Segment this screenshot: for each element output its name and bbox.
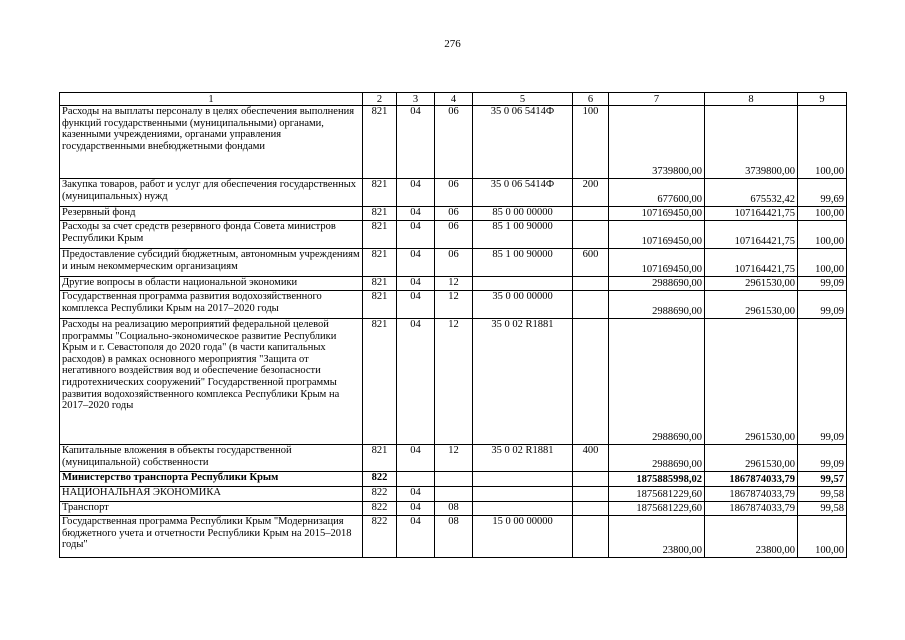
row-planned: 23800,00 — [609, 516, 705, 558]
header-cell: 1 — [60, 93, 363, 106]
row-code-section: 04 — [397, 179, 435, 207]
row-code-target: 85 1 00 90000 — [473, 221, 573, 249]
table-row — [60, 445, 847, 472]
row-percent: 99,57 — [798, 472, 847, 487]
row-planned: 1875681229,60 — [609, 502, 705, 516]
row-name: Капитальные вложения в объекты государственной (муниципальной) собственности — [60, 445, 363, 472]
row-code-target — [473, 277, 573, 291]
row-code-subsection: 06 — [435, 207, 473, 221]
table-row — [60, 277, 847, 291]
row-code-section: 04 — [397, 207, 435, 221]
row-code-type: 400 — [573, 445, 609, 472]
row-executed: 2961530,00 — [705, 445, 798, 472]
table-row — [60, 106, 847, 179]
row-percent: 100,00 — [798, 516, 847, 558]
row-planned: 2988690,00 — [609, 291, 705, 319]
row-name: Государственная программа развития водохозяйственного комплекса Республики Крым на 2017–2020 годы — [60, 291, 363, 319]
row-code-section: 04 — [397, 291, 435, 319]
row-planned: 107169450,00 — [609, 221, 705, 249]
row-code-type — [573, 487, 609, 502]
row-code-subsection: 06 — [435, 249, 473, 277]
row-code-section: 04 — [397, 249, 435, 277]
row-code-admin: 821 — [363, 291, 397, 319]
row-code-section: 04 — [397, 221, 435, 249]
row-code-section: 04 — [397, 502, 435, 516]
row-percent: 100,00 — [798, 249, 847, 277]
row-code-admin: 821 — [363, 319, 397, 445]
row-code-type — [573, 472, 609, 487]
row-name: Расходы на реализацию мероприятий федеральной целевой программы "Социально-экономическое развитие Республики Крым и г. Севастополя до 2020 года" (в части капитальных расходов) в рамках основного мероприятия "Защита от негативного воздействия вод и обеспечение безопасности гидротехнических сооружений" Государственной программы развития водохозяйственного комплекса Республики Крым на 2017–2020 годы — [60, 319, 363, 445]
row-percent: 100,00 — [798, 106, 847, 179]
table-row — [60, 249, 847, 277]
row-name: НАЦИОНАЛЬНАЯ ЭКОНОМИКА — [60, 487, 363, 502]
row-code-target — [473, 472, 573, 487]
row-code-type — [573, 502, 609, 516]
row-code-section — [397, 472, 435, 487]
row-code-subsection: 08 — [435, 502, 473, 516]
row-code-subsection: 06 — [435, 221, 473, 249]
row-name: Другие вопросы в области национальной экономики — [60, 277, 363, 291]
row-executed: 1867874033,79 — [705, 487, 798, 502]
row-name: Закупка товаров, работ и услуг для обеспечения государственных (муниципальных) нужд — [60, 179, 363, 207]
header-cell: 9 — [798, 93, 847, 106]
row-executed: 107164421,75 — [705, 249, 798, 277]
row-code-admin: 821 — [363, 179, 397, 207]
row-code-type — [573, 319, 609, 445]
row-name: Расходы за счет средств резервного фонда Совета министров Республики Крым — [60, 221, 363, 249]
table-row — [60, 472, 847, 487]
row-code-admin: 821 — [363, 207, 397, 221]
row-planned: 2988690,00 — [609, 319, 705, 445]
row-code-target: 85 0 00 00000 — [473, 207, 573, 221]
row-code-section: 04 — [397, 106, 435, 179]
row-code-type: 200 — [573, 179, 609, 207]
row-code-type — [573, 221, 609, 249]
row-code-section: 04 — [397, 516, 435, 558]
row-code-subsection: 06 — [435, 106, 473, 179]
row-code-section: 04 — [397, 487, 435, 502]
row-percent: 99,58 — [798, 502, 847, 516]
row-planned: 1875681229,60 — [609, 487, 705, 502]
row-code-admin: 821 — [363, 221, 397, 249]
table-row — [60, 502, 847, 516]
row-code-target — [473, 487, 573, 502]
header-cell: 3 — [397, 93, 435, 106]
table-row — [60, 207, 847, 221]
row-percent: 99,58 — [798, 487, 847, 502]
table-row — [60, 291, 847, 319]
row-code-type — [573, 207, 609, 221]
row-executed: 107164421,75 — [705, 207, 798, 221]
row-code-type: 600 — [573, 249, 609, 277]
row-code-admin: 822 — [363, 502, 397, 516]
header-cell: 7 — [609, 93, 705, 106]
row-code-section: 04 — [397, 277, 435, 291]
row-executed: 3739800,00 — [705, 106, 798, 179]
row-planned: 1875885998,02 — [609, 472, 705, 487]
row-code-target: 85 1 00 90000 — [473, 249, 573, 277]
row-executed: 2961530,00 — [705, 319, 798, 445]
row-code-admin: 821 — [363, 277, 397, 291]
row-percent: 100,00 — [798, 221, 847, 249]
row-code-subsection: 08 — [435, 516, 473, 558]
row-executed: 23800,00 — [705, 516, 798, 558]
row-executed: 2961530,00 — [705, 291, 798, 319]
row-code-type — [573, 291, 609, 319]
header-cell: 5 — [473, 93, 573, 106]
row-percent: 99,09 — [798, 277, 847, 291]
row-executed: 2961530,00 — [705, 277, 798, 291]
row-executed: 675532,42 — [705, 179, 798, 207]
row-executed: 1867874033,79 — [705, 502, 798, 516]
row-executed: 107164421,75 — [705, 221, 798, 249]
row-percent: 99,69 — [798, 179, 847, 207]
row-code-subsection: 12 — [435, 319, 473, 445]
table-row — [60, 221, 847, 249]
table-row — [60, 319, 847, 445]
header-cell: 2 — [363, 93, 397, 106]
row-planned: 2988690,00 — [609, 445, 705, 472]
row-percent: 99,09 — [798, 445, 847, 472]
row-code-admin: 821 — [363, 106, 397, 179]
row-code-target: 35 0 02 R1881 — [473, 319, 573, 445]
row-planned: 107169450,00 — [609, 249, 705, 277]
header-cell: 8 — [705, 93, 798, 106]
row-code-type — [573, 277, 609, 291]
row-code-type: 100 — [573, 106, 609, 179]
row-name: Транспорт — [60, 502, 363, 516]
budget-table — [59, 92, 847, 558]
row-code-type — [573, 516, 609, 558]
row-executed: 1867874033,79 — [705, 472, 798, 487]
row-name: Расходы на выплаты персоналу в целях обеспечения выполнения функций государственными (муниципальными) органами, казенными учреждениями, органами управления государственными внебюджетными фондами — [60, 106, 363, 179]
table-row — [60, 179, 847, 207]
row-code-admin: 822 — [363, 516, 397, 558]
row-code-admin: 822 — [363, 472, 397, 487]
row-code-subsection — [435, 487, 473, 502]
table-row — [60, 516, 847, 558]
row-name: Министерство транспорта Республики Крым — [60, 472, 363, 487]
row-code-subsection: 12 — [435, 445, 473, 472]
row-code-section: 04 — [397, 445, 435, 472]
row-planned: 2988690,00 — [609, 277, 705, 291]
row-code-admin: 821 — [363, 249, 397, 277]
row-name: Резервный фонд — [60, 207, 363, 221]
row-code-target: 35 0 00 00000 — [473, 291, 573, 319]
header-cell: 6 — [573, 93, 609, 106]
row-name: Предоставление субсидий бюджетным, автономным учреждениям и иным некоммерческим организациям — [60, 249, 363, 277]
row-code-target — [473, 502, 573, 516]
row-percent: 100,00 — [798, 207, 847, 221]
row-code-target: 35 0 02 R1881 — [473, 445, 573, 472]
row-code-target: 15 0 00 00000 — [473, 516, 573, 558]
row-planned: 677600,00 — [609, 179, 705, 207]
row-code-target: 35 0 06 5414Ф — [473, 179, 573, 207]
row-name: Государственная программа Республики Крым "Модернизация бюджетного учета и отчетности Республики Крым на 2015–2018 годы" — [60, 516, 363, 558]
row-code-section: 04 — [397, 319, 435, 445]
row-percent: 99,09 — [798, 319, 847, 445]
row-code-admin: 821 — [363, 445, 397, 472]
table-row — [60, 487, 847, 502]
page-number: 276 — [444, 38, 461, 50]
header-cell: 4 — [435, 93, 473, 106]
row-code-subsection — [435, 472, 473, 487]
row-code-admin: 822 — [363, 487, 397, 502]
row-percent: 99,09 — [798, 291, 847, 319]
row-planned: 3739800,00 — [609, 106, 705, 179]
row-code-subsection: 06 — [435, 179, 473, 207]
row-planned: 107169450,00 — [609, 207, 705, 221]
row-code-subsection: 12 — [435, 277, 473, 291]
row-code-subsection: 12 — [435, 291, 473, 319]
row-code-target: 35 0 06 5414Ф — [473, 106, 573, 179]
header-row — [60, 93, 847, 106]
